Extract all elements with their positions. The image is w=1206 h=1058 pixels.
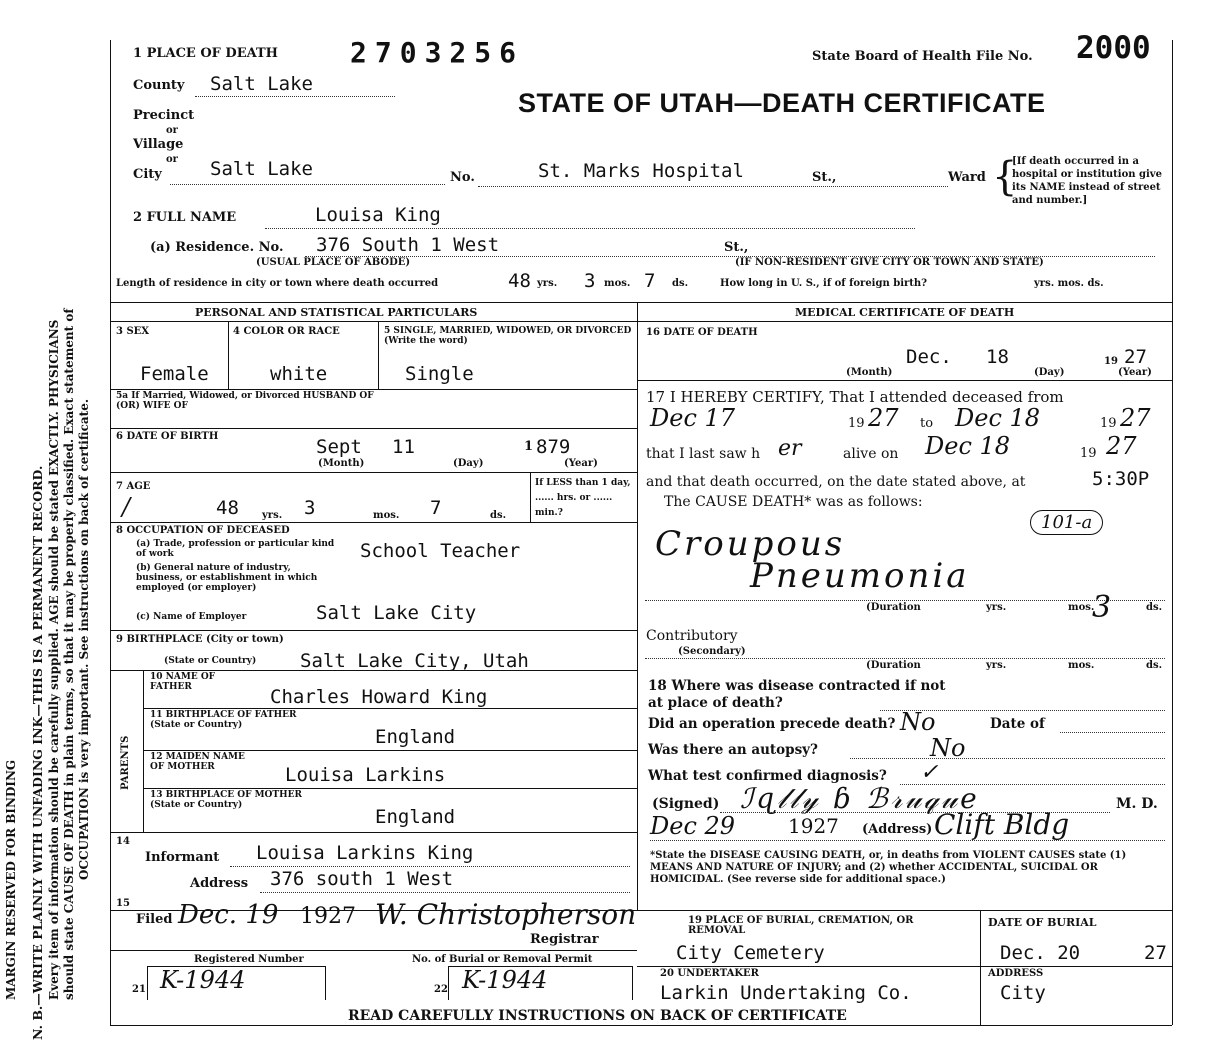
age-ds: 7 [430,497,442,519]
death-century: 19 [1104,356,1118,367]
cause-label: The CAUSE DEATH* was as follows: [664,494,923,510]
sex-label: 3 SEX [116,326,150,337]
age-yrs: 48 [216,497,239,519]
date-of-death-label: 16 DATE OF DEATH [646,327,758,338]
reg-box-left [147,966,148,1000]
instruction-line-2: should state CAUSE OF DEATH in plain terms, so that it may be properly classified. Exact statement of [62,308,76,1000]
row-rule-5 [110,630,637,631]
center-divider [637,302,638,910]
autopsy-line [850,758,1165,759]
attended-to: Dec 18 [955,404,1041,432]
last-saw-date: Dec 18 [925,432,1011,460]
occurred-label: and that death occurred, on the date stated above, at [646,474,1026,490]
less-box-divider [530,472,531,522]
informant-address-line [260,892,630,893]
row-rule-6 [110,670,637,671]
last-saw-label: that I last saw h [646,446,761,462]
duration-ds-2: ds. [1146,660,1163,671]
death-day: 18 [986,346,1009,368]
date-of-label: Date of [990,716,1045,732]
undertaker-label: 20 UNDERTAKER [660,968,759,979]
residence-label: (a) Residence. No. [150,240,284,255]
name-line [265,228,915,229]
husband-wife-label: 5a If Married, Widowed, or Divorced HUSBAND OF (OR) WIFE OF [116,391,374,411]
last-saw-century: 19 [1080,446,1097,461]
undertaker-address-value: City [1000,982,1046,1004]
personal-heading: PERSONAL AND STATISTICAL PARTICULARS [195,306,478,319]
nonresident-label: (IF NON-RESIDENT GIVE CITY OR TOWN AND STATE) [735,257,1044,268]
hospital-line [478,186,948,187]
or-label-2: or [166,154,178,165]
parents-label: PARENTS [120,735,131,790]
sex-value: Female [140,363,209,385]
hospital-value: St. Marks Hospital [538,160,744,182]
autopsy-label: Was there an autopsy? [648,742,818,758]
birthplace-label: 9 BIRTHPLACE (City or town) [116,634,284,645]
parents-divider [143,670,144,832]
test-label: What test confirmed diagnosis? [648,768,887,784]
binding-margin-note: MARGIN RESERVED FOR BINDING [4,759,18,1000]
death-month: Dec. [906,346,952,368]
occupation-label: 8 OCCUPATION OF DECEASED [116,525,290,536]
hospital-note: [If death occurred in a hospital or institution give its NAME instead of street and number.] [1012,156,1162,206]
filed-year: 1927 [300,904,356,929]
alive-on-label: alive on [843,446,899,462]
filed-date: Dec. 19 [178,900,279,930]
death-year: 27 [1124,346,1147,368]
file-no: 2000 [1076,30,1151,66]
dob-year: 879 [536,436,571,458]
cause-primary: Croupous [655,524,846,564]
usual-abode-label: (USUAL PLACE OF ABODE) [256,257,411,268]
to-year: 27 [1120,404,1151,432]
duration-mos-value: 3 [1092,590,1112,625]
duration-yrs-1: yrs. [986,602,1007,613]
residence-value: 376 South 1 West [316,234,500,256]
length-yrs: 48 [508,270,531,292]
father-label: 10 NAME OF FATHER [150,672,216,692]
mother-birthplace-label: 13 BIRTHPLACE OF MOTHER (State or Country) [150,790,302,810]
city-value: Salt Lake [210,158,313,180]
form-right-border [1172,40,1173,1025]
medical-rule-1 [637,380,1172,381]
row-rule-8 [143,750,637,751]
footnote: *State the DISEASE CAUSING DEATH, or, in deaths from VIOLENT CAUSES state (1) MEANS AND NATURE OF INJURY; and (2) whether ACCIDENTAL, SUICIDAL OR HOMICIDAL. (See reverse side for additional space.) [650,850,1127,885]
form-left-border [110,40,111,1025]
ward-label: Ward [948,170,986,185]
village-label: Village [133,137,184,152]
to-label: to [920,416,934,431]
instruction-line-1: Every item of information should be carefully supplied. AGE should be stated EXACTLY. PHYSICIANS [47,319,61,1000]
us-residence-label: How long in U. S., if of foreign birth? [720,278,928,289]
signed-date: Dec 29 [650,812,736,840]
full-name-value: Louisa King [315,204,441,226]
filed-label: Filed [136,912,173,927]
dob-label: 6 DATE OF BIRTH [116,431,219,442]
informant-line [230,866,630,867]
instruction-line-3: OCCUPATION is very important. See instructions on back of certificate. [77,398,91,880]
death-month-caption: (Month) [846,367,893,378]
informant-num: 14 [116,836,130,847]
occupation-value: School Teacher [360,540,521,562]
reg-number-label: Registered Number [194,954,304,965]
length-ds: 7 [644,270,656,292]
length-ds-label: ds. [672,278,689,289]
employer-value: Salt Lake City [316,602,477,624]
precinct-label: Precinct [133,108,195,123]
marital-value: Single [405,363,474,385]
place-of-death-label: 1 PLACE OF DEATH [133,46,278,61]
section-divider-top [110,302,1172,303]
county-label: County [133,78,185,93]
age-yrs-label: yrs. [262,510,283,521]
death-year-caption: (Year) [1118,367,1152,378]
cause-secondary-line: Pneumonia [750,556,970,596]
length-yrs-label: yrs. [537,278,558,289]
brace: { [992,154,1018,200]
color-value: white [270,363,328,385]
registrar-label: Registrar [530,932,599,947]
autopsy-value: No [930,734,966,762]
burial-rule [637,966,1172,967]
color-marital-divider [378,321,379,389]
medical-heading: MEDICAL CERTIFICATE OF DEATH [795,306,1015,319]
mother-value: Louisa Larkins [285,764,446,786]
city-label: City [133,167,162,182]
filing-num: 15 [116,898,130,909]
row-rule-3 [110,472,637,473]
operation-label: Did an operation precede death? [648,716,896,732]
physician-address-value: Clift Bldg [934,808,1070,841]
row-rule-7 [143,708,637,709]
marital-label: 5 SINGLE, MARRIED, WIDOWED, OR DIVORCED (Write the word) [384,326,632,346]
no-label: No. [450,170,475,185]
burial-permit-value: K-1944 [462,966,548,994]
contributory-label: Contributory [646,628,738,644]
dob-month-caption: (Month) [318,458,365,469]
time-of-death: 5:30P [1092,468,1150,490]
permit-box-left [448,966,449,1000]
place-of-burial-value: City Cemetery [676,942,825,964]
reg-number-prefix: 21 [132,984,146,995]
secondary-label: (Secondary) [678,646,746,657]
dob-month: Sept [316,436,362,458]
full-name-label: 2 FULL NAME [133,210,237,225]
length-residence-label: Length of residence in city or town where death occurred [116,278,439,289]
dob-century: 1 [524,439,534,454]
dob-year-caption: (Year) [564,458,598,469]
color-label: 4 COLOR OR RACE [233,326,340,337]
cause-code: 101-a [1030,510,1103,535]
place-of-burial-label: 19 PLACE OF BURIAL, CREMATION, OR REMOVAL [688,915,914,936]
us-residence-units: yrs. mos. ds. [1034,278,1104,289]
employer-label: (c) Name of Employer [136,612,247,622]
length-mos: 3 [584,270,596,292]
date-of-line [1060,732,1165,733]
burial-permit-label: No. of Burial or Removal Permit [412,954,593,965]
signed-label: (Signed) [652,796,720,812]
permanent-record-note: N. B.—WRITE PLAINLY WITH UNFADING INK—THIS IS A PERMANENT RECORD. [30,465,45,1040]
county-line [195,96,395,97]
file-no-label: State Board of Health File No. [812,49,1033,64]
certificate-number: 2703256 [350,36,525,69]
last-saw-year: 27 [1106,432,1137,460]
md-label: M. D. [1116,796,1158,812]
duration-mos-1: mos. [1068,602,1095,613]
length-mos-label: mos. [604,278,631,289]
row-rule-4 [110,522,637,523]
duration-yrs-2: yrs. [986,660,1007,671]
where-contracted-label: 18 Where was disease contracted if not at place of death? [648,678,946,711]
row-rule-2 [110,428,637,429]
informant-address-label: Address [190,876,249,891]
birthplace-state-label: (State or Country) [164,656,257,666]
father-birthplace-label: 11 BIRTHPLACE OF FATHER (State or Country) [150,710,297,730]
reg-box-right [325,966,326,1000]
age-ds-label: ds. [490,510,507,521]
cause-line [645,600,1165,601]
filing-rule [110,950,637,951]
dob-day-caption: (Day) [453,458,484,469]
age-label: 7 AGE [116,481,151,492]
burial-permit-prefix: 22 [434,984,448,995]
undertaker-value: Larkin Undertaking Co. [660,982,912,1004]
or-label-1: or [166,125,178,136]
occupation-a-label: (a) Trade, profession or particular kind of work [136,539,335,559]
physician-address-line [650,840,1165,841]
mother-label: 12 MAIDEN NAME OF MOTHER [150,752,245,772]
father-birthplace-value: England [375,726,456,748]
permit-box-right [632,966,633,1000]
father-value: Charles Howard King [270,686,488,708]
mother-birthplace-value: England [375,806,456,828]
duration-ds-1: ds. [1146,602,1163,613]
form-bottom-border [110,1025,1172,1026]
physician-address-label: (Address) [862,822,933,837]
from-century: 19 [848,416,865,431]
registrar-signature: W. Christopherson [375,898,637,931]
dob-day: 11 [392,436,415,458]
reg-number-value: K-1944 [160,966,246,994]
personal-heading-rule [110,321,637,322]
birthplace-value: Salt Lake City, Utah [300,650,529,672]
burial-divider [980,910,981,1025]
from-year: 27 [868,404,899,432]
contributory-line [645,658,1165,659]
duration-label-1: (Duration [866,602,921,613]
footer-instructions: READ CAREFULLY INSTRUCTIONS ON BACK OF CERTIFICATE [348,1008,847,1024]
age-mos: 3 [304,497,316,519]
date-of-burial-year: 27 [1144,942,1167,964]
last-saw-pronoun: er [778,436,802,461]
residence-st-label: St., [724,240,749,255]
age-mark: / [122,493,131,521]
occupation-b-label: (b) General nature of industry, business, or establishment in which employed (or employer) [136,563,318,593]
attended-from: Dec 17 [650,404,736,432]
date-of-burial-label: DATE OF BURIAL [988,916,1097,929]
row-rule-10 [110,832,637,833]
informant-label: Informant [145,850,220,865]
sex-color-divider [228,321,229,389]
duration-mos-2: mos. [1068,660,1095,671]
city-line [170,184,445,185]
death-day-caption: (Day) [1034,367,1065,378]
date-of-burial-value: Dec. 20 [1000,942,1081,964]
informant-address-value: 376 south 1 West [270,868,454,890]
operation-value: No [900,708,936,736]
certify-label: 17 I HEREBY CERTIFY, That I attended deceased from [646,388,1064,406]
age-mos-label: mos. [373,510,400,521]
to-century: 19 [1100,416,1117,431]
street-label: St., [812,170,837,185]
medical-heading-rule [637,321,1172,322]
duration-label-2: (Duration [866,660,921,671]
signed-year: 1927 [788,814,839,838]
less-than-label: If LESS than 1 day, ...... hrs. or ...... min.? [535,478,631,518]
county-value: Salt Lake [210,73,313,95]
row-rule-1 [110,389,637,390]
undertaker-address-label: ADDRESS [988,968,1044,979]
informant-value: Louisa Larkins King [256,842,474,864]
certificate-title: STATE OF UTAH—DEATH CERTIFICATE [518,88,1046,118]
row-rule-9 [143,788,637,789]
physician-signature: ℐɋ𝓁𝓁𝓎 ɓ ℬ𝓇𝓊𝓆𝓊𝑒 [740,782,980,815]
test-value: ✓ [920,760,939,785]
